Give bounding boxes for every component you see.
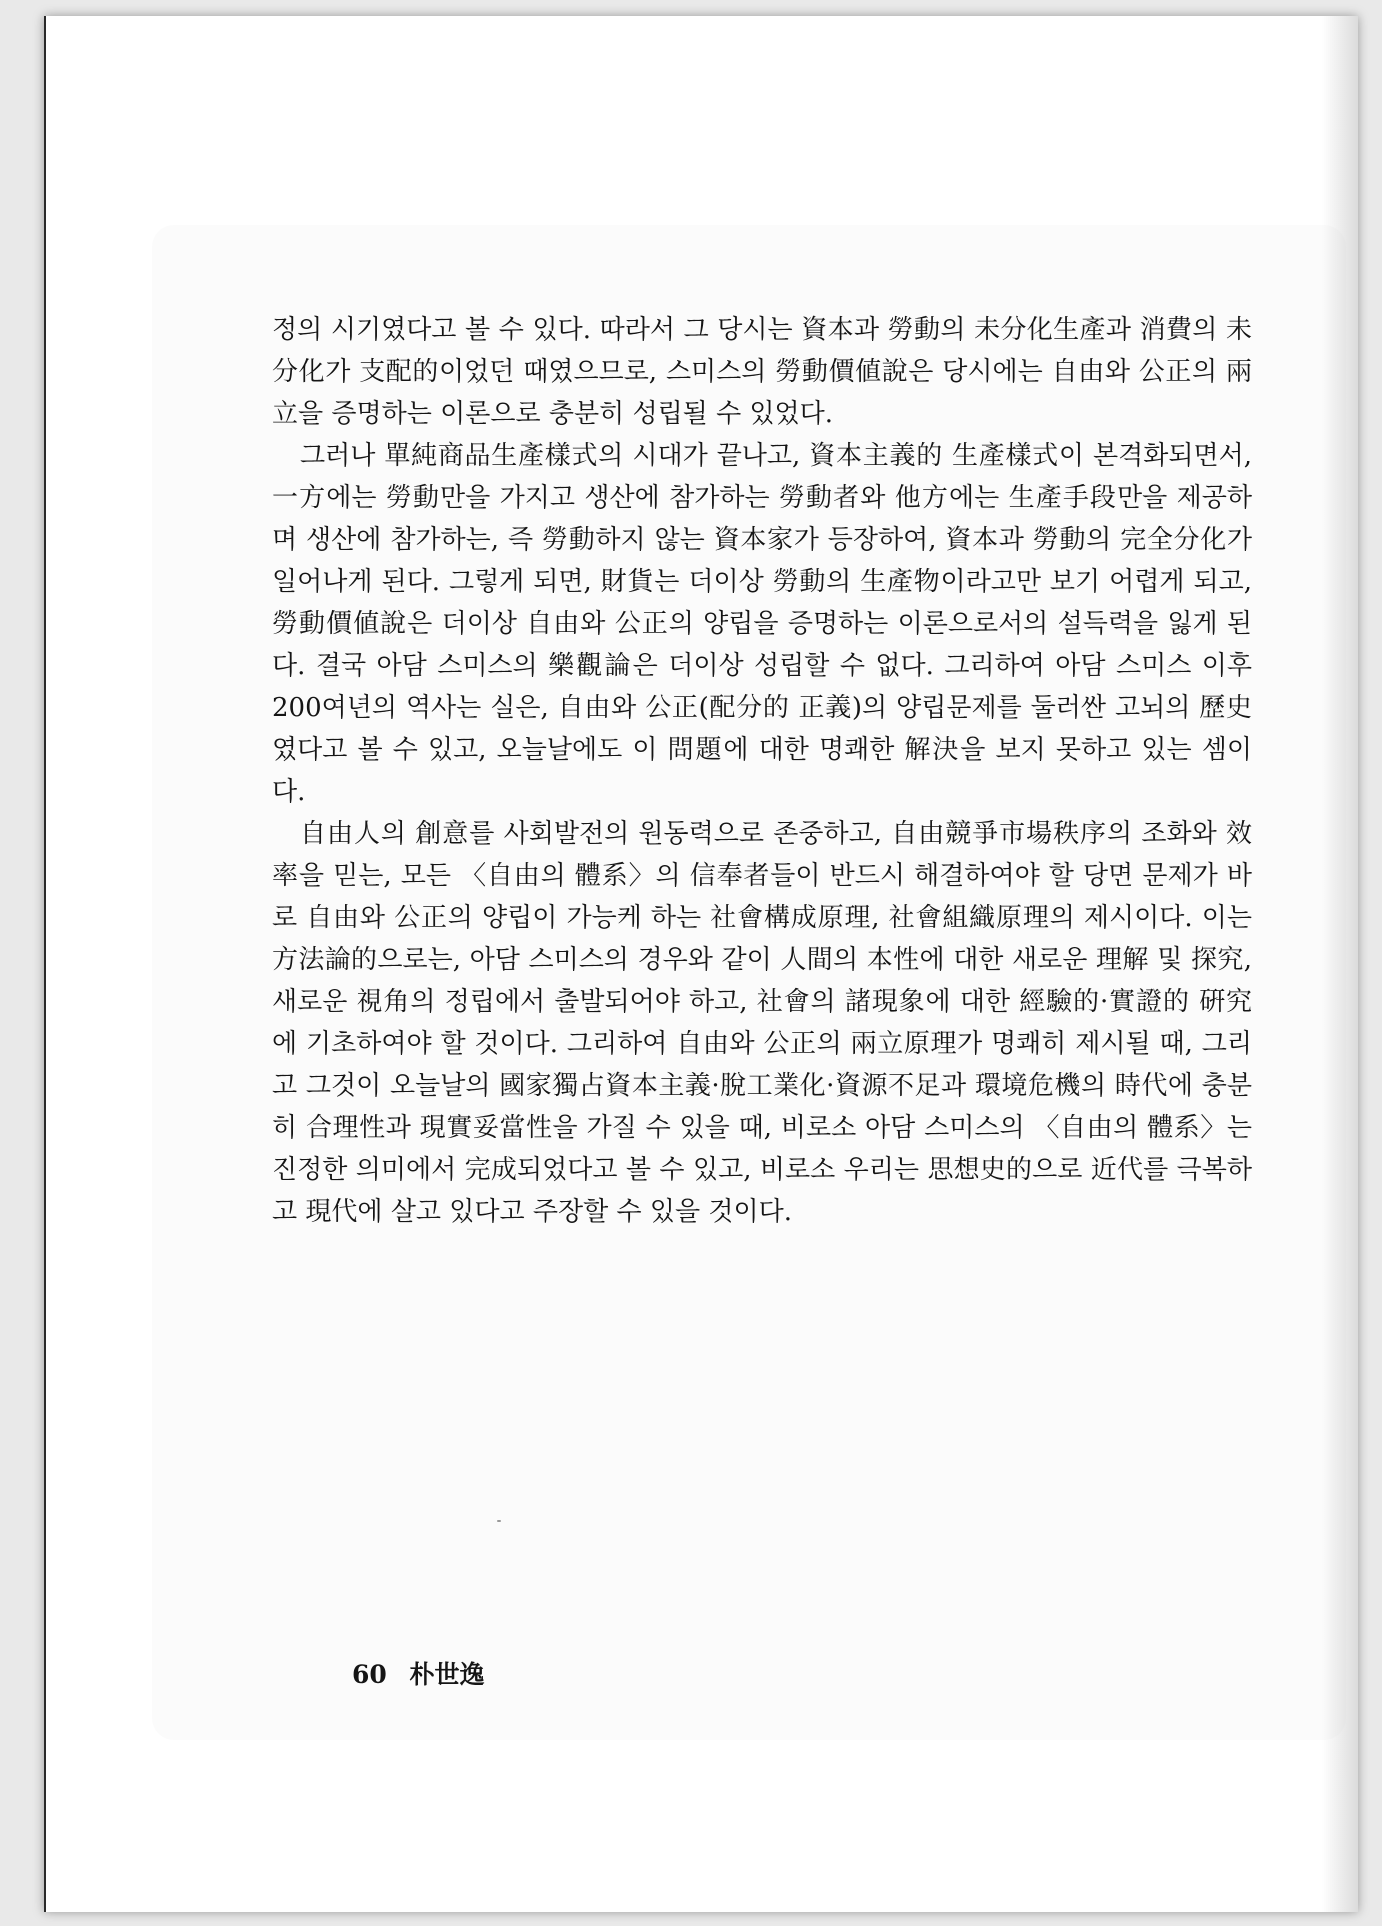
body-text <box>272 309 1252 1233</box>
scan-speck <box>497 1520 501 1522</box>
page-footer <box>352 1655 485 1691</box>
paragraph-3: 自由人의 創意를 사회발전의 원동력으로 존중하고, 自由競爭市場秩序의 조화와 效率을 믿는, 모든 〈自由의 體系〉의 信奉者들이 반드시 해결하여야 할 당면 문제가 바로 自由와 公正의 양립이 가능케 하는 社會構成原理, 社會組織原理의 제시이다. 이는 方法論的으로는, 아담 스미스의 경우와 같이 人間의 本性에 대한 새로운 理解 및 探究, 새로운 視角의 정립에서 출발되어야 하고, 社會의 諸現象에 대한 經驗的·實證的 硏究에 기초하여야 할 것이다. 그리하여 自由와 公正의 兩立原理가 명쾌히 제시될 때, 그리고 그것이 오늘날의 國家獨占資本主義·脫工業化·資源不足과 環境危機의 時代에 충분히 合理性과 現實妥當性을 가질 수 있을 때, 비로소 아담 스미스의 〈自由의 體系〉는 진정한 의미에서 完成되었다고 볼 수 있고, 비로소 우리는 思想史的으로 近代를 극복하고 現代에 살고 있다고 주장할 수 있을 것이다. <box>272 819 1252 1227</box>
book-page <box>44 16 1358 1912</box>
page-number: 60 <box>352 1660 387 1689</box>
paragraph-2: 그러나 單純商品生產樣式의 시대가 끝나고, 資本主義的 生產樣式이 본격화되면서, 一方에는 勞動만을 가지고 생산에 참가하는 勞動者와 他方에는 生產手段만을 제공하며 생산에 참가하는, 즉 勞動하지 않는 資本家가 등장하여, 資本과 勞動의 完全分化가 일어나게 된다. 그렇게 되면, 財貨는 더이상 勞動의 生產物이라고만 보기 어렵게 되고, 勞動價値說은 더이상 自由와 公正의 양립을 증명하는 이론으로서의 설득력을 잃게 된다. 결국 아담 스미스의 樂觀論은 더이상 성립할 수 없다. 그리하여 아담 스미스 이후 200여년의 역사는 실은, 自由와 公正(配分的 正義)의 양립문제를 둘러싼 고뇌의 歷史였다고 볼 수 있고, 오늘날에도 이 問題에 대한 명쾌한 解決을 보지 못하고 있는 셈이다. <box>272 441 1252 807</box>
paragraph-1: 정의 시기였다고 볼 수 있다. 따라서 그 당시는 資本과 勞動의 未分化生產과 消費의 未分化가 支配的이었던 때였으므로, 스미스의 勞動價値說은 당시에는 自由와 公正의 兩立을 증명하는 이론으로 충분히 성립될 수 있었다. <box>272 315 1252 429</box>
author-name: 朴世逸 <box>409 1660 485 1689</box>
